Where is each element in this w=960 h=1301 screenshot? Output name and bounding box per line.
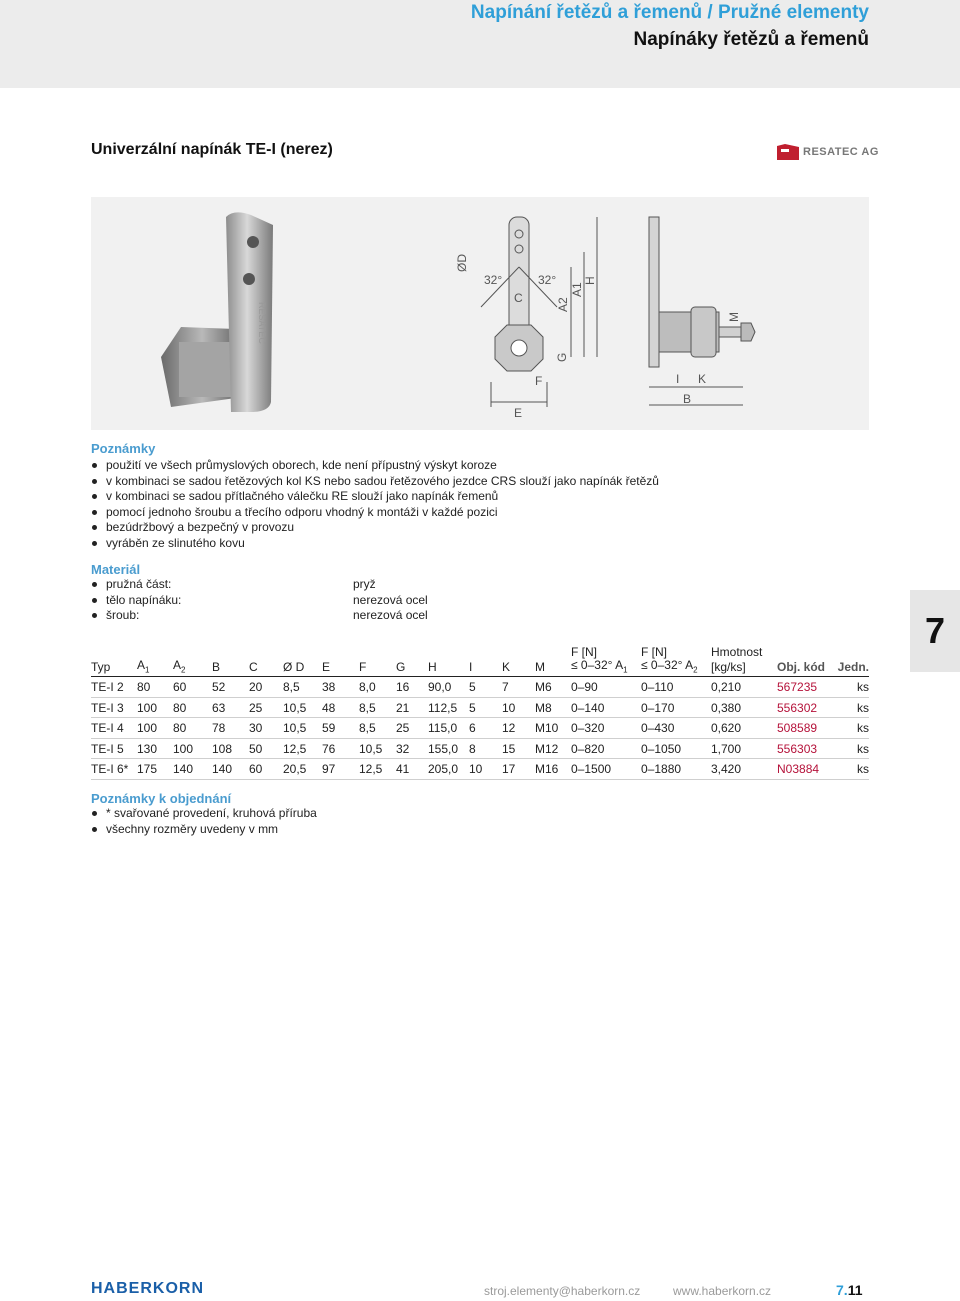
table-cell: TE-I 2 xyxy=(91,680,124,694)
table-cell: 78 xyxy=(212,721,226,735)
table-cell: 41 xyxy=(396,762,410,776)
label-m: M xyxy=(727,312,741,322)
table-row xyxy=(91,698,869,719)
product-table xyxy=(91,640,869,780)
brand-logo xyxy=(777,144,879,160)
table-cell: 556302 xyxy=(777,700,818,715)
label-h: H xyxy=(583,276,597,285)
table-row xyxy=(91,718,869,739)
table-cell: 60 xyxy=(173,680,187,694)
table-cell: M6 xyxy=(535,680,552,694)
material-value: pryž xyxy=(353,577,376,591)
table-cell: M12 xyxy=(535,741,559,756)
table-cell: 140 xyxy=(212,762,233,776)
table-cell: 0,620 xyxy=(711,721,742,735)
label-g: G xyxy=(555,352,569,362)
table-cell: 100 xyxy=(173,741,194,756)
table-cell: 12,5 xyxy=(283,741,307,756)
col-m: M xyxy=(535,660,545,674)
notes-list xyxy=(91,458,659,551)
col-f2: ≤ 0–32° $A_2$ xyxy=(641,657,698,674)
table-cell: 175 xyxy=(137,762,158,776)
table-cell: TE-I 4 xyxy=(91,721,124,735)
table-cell: 30 xyxy=(249,721,263,735)
table-cell: 6 xyxy=(469,721,476,735)
col-f1-top: F [N] xyxy=(571,645,597,659)
footer xyxy=(0,1270,960,1301)
col-a1: $A_1$ xyxy=(137,657,150,674)
label-i: I xyxy=(676,372,680,386)
table-cell: 0–320 xyxy=(571,721,605,735)
label-f: F xyxy=(535,374,543,388)
table-cell: M8 xyxy=(535,700,552,715)
note-item: v kombinaci se sadou řetězových kol KS nebo sadou řetězového jezdce CRS slouží jako napínák řetězů xyxy=(91,474,659,490)
table-cell: M16 xyxy=(535,762,559,776)
table-cell: 20 xyxy=(249,680,263,694)
table-cell: TE-I 3 xyxy=(91,700,124,715)
table-cell: M10 xyxy=(535,721,559,735)
product-photo xyxy=(151,207,291,417)
table-row xyxy=(91,677,869,698)
note-item: použití ve všech průmyslových oborech, kde není přípustný výskyt koroze xyxy=(91,458,659,474)
col-od: Ø D xyxy=(283,660,305,674)
order-note-item: všechny rozměry uvedeny v mm xyxy=(91,822,317,838)
table-cell: 155,0 xyxy=(428,741,459,756)
table-cell: 0–1050 xyxy=(641,741,682,756)
table-cell: 8,5 xyxy=(283,680,300,694)
footer-web-link[interactable]: www.haberkorn.cz xyxy=(673,1284,772,1298)
table-cell: 17 xyxy=(502,762,516,776)
table-cell: 32 xyxy=(396,741,410,756)
label-a1: A1 xyxy=(570,282,584,297)
table-cell: 0–1500 xyxy=(571,762,612,776)
table-cell: 80 xyxy=(173,700,187,715)
table-cell: 0–140 xyxy=(571,700,605,715)
table-cell: 140 xyxy=(173,762,194,776)
table-cell: 20,5 xyxy=(283,762,307,776)
table-cell: 16 xyxy=(396,680,410,694)
note-item: pomocí jednoho šroubu a třecího odporu vhodný k montáži v každé pozici xyxy=(91,505,659,521)
table-cell: 10,5 xyxy=(359,741,383,756)
col-typ: Typ xyxy=(91,660,111,674)
brand-flag-icon xyxy=(777,144,799,160)
col-k: K xyxy=(502,660,511,674)
label-a2: A2 xyxy=(556,297,570,312)
note-item: bezúdržbový a bezpečný v provozu xyxy=(91,520,659,536)
material-label: tělo napínáku: xyxy=(106,592,182,607)
table-cell: 8,0 xyxy=(359,680,376,694)
table-cell: 567235 xyxy=(777,680,818,694)
table-cell: 10,5 xyxy=(283,700,307,715)
note-item: v kombinaci se sadou přítlačného válečku RE slouží jako napínák řemenů xyxy=(91,489,659,505)
col-a2: $A_2$ xyxy=(173,657,186,674)
subsection-title: Napínáky řetězů a řemenů xyxy=(633,29,869,50)
col-e: E xyxy=(322,660,331,674)
table-cell: 556303 xyxy=(777,741,818,756)
table-cell: 25 xyxy=(249,700,263,715)
table-cell: 508589 xyxy=(777,721,818,735)
material-label: šroub: xyxy=(106,608,140,622)
table-cell: 97 xyxy=(322,762,336,776)
table-cell: 10,5 xyxy=(283,721,307,735)
table-cell: TE-I 6* xyxy=(91,762,129,776)
table-cell: 108 xyxy=(212,741,233,756)
order-notes-list xyxy=(91,806,317,837)
table-cell: 115,0 xyxy=(428,721,458,735)
table-cell: 12 xyxy=(502,721,516,735)
col-g: G xyxy=(396,660,406,674)
col-c: C xyxy=(249,660,258,674)
label-dia: ØD xyxy=(455,254,469,272)
table-cell: ks xyxy=(857,762,869,776)
table-cell: 52 xyxy=(212,680,226,694)
table-cell: 63 xyxy=(212,700,226,715)
material-row xyxy=(91,577,591,593)
table-cell: 59 xyxy=(322,721,336,735)
product-title: Univerzální napínák TE-I (nerez) xyxy=(91,141,333,158)
table-cell: 7 xyxy=(502,680,509,694)
table-cell: 130 xyxy=(137,741,158,756)
table-cell: 1,700 xyxy=(711,741,742,756)
table-row xyxy=(91,739,869,760)
notes-title: Poznámky xyxy=(91,441,156,456)
col-f2-top: F [N] xyxy=(641,645,667,659)
table-cell: 0–110 xyxy=(641,680,674,694)
table-cell: 3,420 xyxy=(711,762,742,776)
chapter-tab: 7 xyxy=(910,590,960,672)
brand-name: RESATEC AG xyxy=(803,146,879,158)
col-weight: [kg/ks] xyxy=(711,660,746,674)
page-number: 7.11 xyxy=(836,1282,863,1298)
table-cell: 10 xyxy=(502,700,516,715)
section-title: Napínání řetězů a řemenů / Pružné elementy xyxy=(470,2,869,23)
table-cell: 0–90 xyxy=(571,680,598,694)
label-e: E xyxy=(514,406,523,420)
table-cell: 76 xyxy=(322,741,336,756)
material-label: pružná část: xyxy=(106,577,172,591)
table-cell: 5 xyxy=(469,700,476,715)
table-header xyxy=(91,640,869,677)
order-notes-title: Poznámky k objednání xyxy=(91,791,232,806)
col-h: H xyxy=(428,660,437,674)
table-cell: 0–820 xyxy=(571,741,605,756)
table-cell: 100 xyxy=(137,700,158,715)
table-cell: ks xyxy=(857,741,869,756)
table-body xyxy=(91,677,869,780)
table-row xyxy=(91,759,869,780)
col-f1: ≤ 0–32° $A_1$ xyxy=(571,657,628,674)
col-i: I xyxy=(469,660,473,674)
material-row xyxy=(91,608,591,624)
table-cell: 50 xyxy=(249,741,263,756)
table-cell: 15 xyxy=(502,741,516,756)
table-cell: 25 xyxy=(396,721,410,735)
col-order-code: Obj. kód xyxy=(777,660,825,674)
material-list xyxy=(91,577,591,624)
label-c: C xyxy=(514,291,523,305)
table-cell: 60 xyxy=(249,762,263,776)
table-cell: 8,5 xyxy=(359,700,376,715)
note-item: vyráběn ze slinutého kovu xyxy=(91,536,659,552)
col-unit: Jedn. xyxy=(837,660,869,674)
table-cell: 12,5 xyxy=(359,762,383,776)
material-row xyxy=(91,593,591,609)
table-cell: 8,5 xyxy=(359,721,376,735)
col-f: F xyxy=(359,660,367,674)
table-cell: 21 xyxy=(396,700,410,715)
table-cell: 0,380 xyxy=(711,700,742,715)
table-cell: ks xyxy=(857,680,869,694)
col-weight-top: Hmotnost xyxy=(711,645,763,659)
table-cell: 0–1880 xyxy=(641,762,682,776)
table-cell: 0–430 xyxy=(641,721,675,735)
label-angle-right: 32° xyxy=(538,273,557,287)
material-value: nerezová ocel xyxy=(353,608,428,622)
footer-logo: HABERKORN xyxy=(91,1280,204,1297)
label-angle-left: 32° xyxy=(484,273,503,287)
table-cell: 80 xyxy=(173,721,187,735)
table-cell: 38 xyxy=(322,680,336,694)
header-band xyxy=(0,0,960,88)
table-cell: ks xyxy=(857,721,869,735)
footer-email-link[interactable]: stroj.elementy@haberkorn.cz xyxy=(484,1284,641,1298)
table-cell: 80 xyxy=(137,680,151,694)
table-cell: TE-I 5 xyxy=(91,741,124,756)
technical-drawing xyxy=(451,207,871,427)
material-title: Materiál xyxy=(91,562,141,577)
label-k: K xyxy=(698,372,707,386)
table-cell: 100 xyxy=(137,721,158,735)
table-cell: 90,0 xyxy=(428,680,452,694)
col-b: B xyxy=(212,660,221,674)
table-cell: 8 xyxy=(469,741,476,756)
table-cell: 10 xyxy=(469,762,483,776)
table-cell: 112,5 xyxy=(428,700,458,715)
product-figure xyxy=(91,197,869,430)
table-cell: 5 xyxy=(469,680,476,694)
table-cell: 0–170 xyxy=(641,700,675,715)
order-note-item: * svařované provedení, kruhová příruba xyxy=(91,806,317,822)
label-b: B xyxy=(683,392,692,406)
table-cell: 48 xyxy=(322,700,336,715)
photo-engraving: RESATEC xyxy=(257,302,267,344)
table-cell: 205,0 xyxy=(428,762,459,776)
table-cell: 0,210 xyxy=(711,680,742,694)
material-value: nerezová ocel xyxy=(353,592,428,607)
table-cell: N03884 xyxy=(777,762,820,776)
table-cell: ks xyxy=(857,700,869,715)
